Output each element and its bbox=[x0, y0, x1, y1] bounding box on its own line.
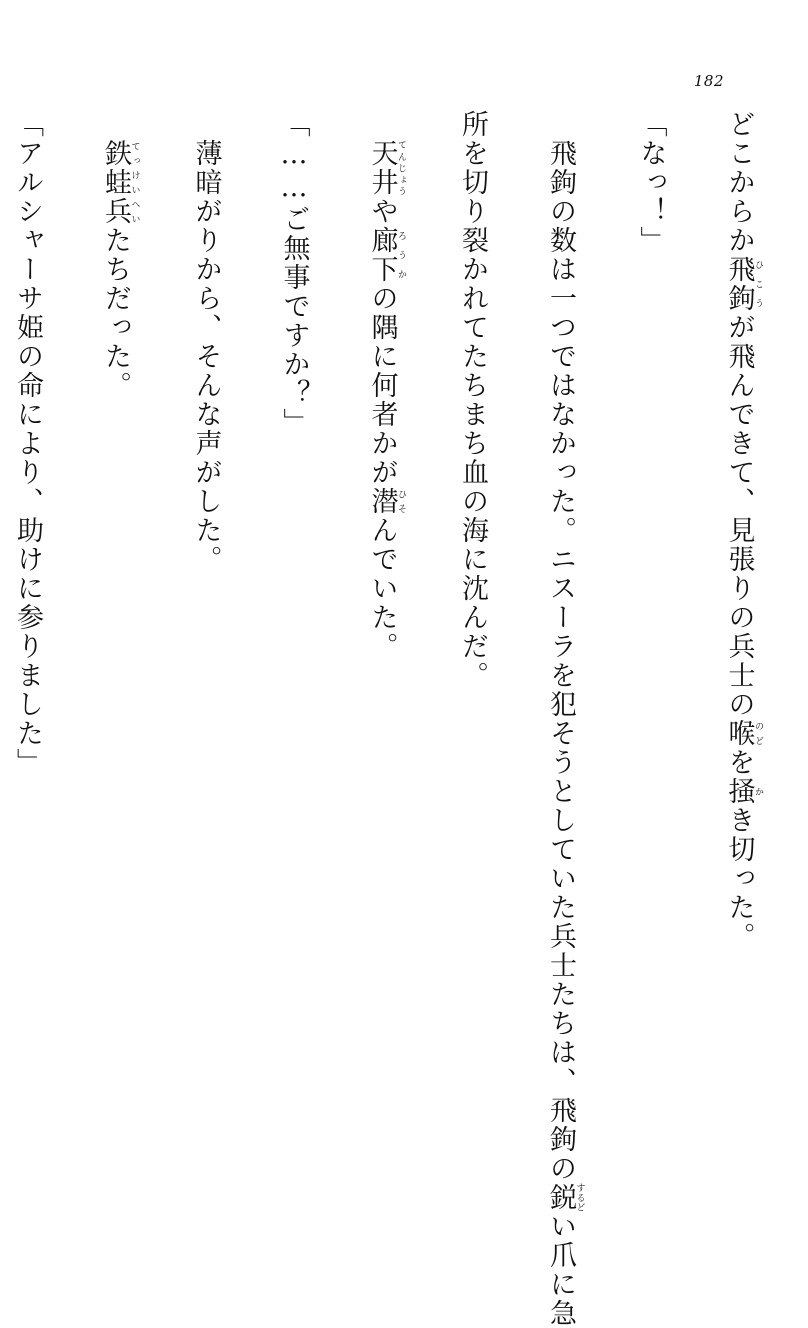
text-segment: どこから bbox=[723, 110, 755, 226]
text-segment: を bbox=[723, 748, 755, 777]
ruby-reading: ろうか bbox=[396, 226, 406, 284]
text-segment: 飛鉤の数は一つではなかった。ニスーラを犯そうとしていた兵士たちは、飛鉤の bbox=[545, 110, 576, 1183]
ruby-word bbox=[366, 139, 406, 197]
ruby-reading: するど bbox=[574, 1183, 585, 1212]
ruby-reading: てんじょう bbox=[396, 139, 406, 197]
text-segment: の隅に何者かが bbox=[366, 284, 398, 487]
ruby-reading: ひこう bbox=[753, 255, 763, 313]
ruby-word bbox=[366, 487, 406, 516]
ruby-base: 潜 bbox=[366, 487, 398, 516]
ruby-base: 鋭 bbox=[545, 1183, 576, 1212]
ruby-base: 天井 bbox=[366, 139, 398, 197]
vertical-text-block bbox=[12, 110, 763, 1328]
ruby-base: 飛鉤 bbox=[723, 255, 755, 313]
ruby-base: 廊下 bbox=[366, 226, 398, 284]
text-line bbox=[5, 110, 49, 1160]
text-line bbox=[538, 110, 585, 1328]
text-segment: 「アルシャーサ姫の命により、助けに参りました」 bbox=[12, 110, 43, 777]
ruby-reading: てっけいへい bbox=[129, 139, 140, 226]
text-line bbox=[629, 110, 673, 1160]
ruby-word bbox=[545, 1183, 585, 1212]
text-line bbox=[717, 110, 764, 1160]
text-segment: 薄暗がりから、そんな声がした。 bbox=[190, 110, 222, 574]
ruby-base: 掻 bbox=[723, 777, 755, 806]
text-line bbox=[184, 110, 228, 1160]
text-segment: か bbox=[723, 226, 755, 255]
page-number: 182 bbox=[693, 72, 724, 90]
text-segment: が飛んできて、見張りの兵士の bbox=[723, 313, 755, 719]
text-segment: い爪に急 bbox=[545, 1212, 576, 1328]
ruby-reading: か bbox=[753, 777, 763, 806]
ruby-reading: ひそ bbox=[396, 487, 406, 516]
ruby-reading: のど bbox=[753, 719, 763, 748]
ruby-word bbox=[723, 719, 763, 748]
ruby-base: 喉 bbox=[723, 719, 755, 748]
text-line bbox=[272, 110, 316, 1160]
text-segment: んでいた。 bbox=[366, 516, 398, 661]
text-line bbox=[360, 110, 407, 1160]
text-segment: き切った。 bbox=[723, 806, 755, 951]
ruby-word bbox=[723, 777, 763, 806]
ruby-base: 鉄蛙兵 bbox=[100, 139, 131, 226]
text-segment bbox=[367, 110, 398, 139]
text-line bbox=[93, 110, 140, 1160]
text-segment: 「なっ！」 bbox=[635, 110, 667, 255]
text-segment: 「……ご無事ですか？」 bbox=[278, 110, 310, 437]
ruby-word bbox=[100, 139, 140, 226]
text-segment: や bbox=[366, 197, 398, 226]
text-segment bbox=[100, 110, 131, 139]
ruby-word bbox=[723, 255, 763, 313]
ruby-word bbox=[366, 226, 406, 284]
text-segment: 所を切り裂かれてたちまち血の海に沈んだ。 bbox=[457, 110, 488, 690]
text-line bbox=[450, 110, 494, 1160]
text-segment: たちだった。 bbox=[100, 226, 131, 400]
